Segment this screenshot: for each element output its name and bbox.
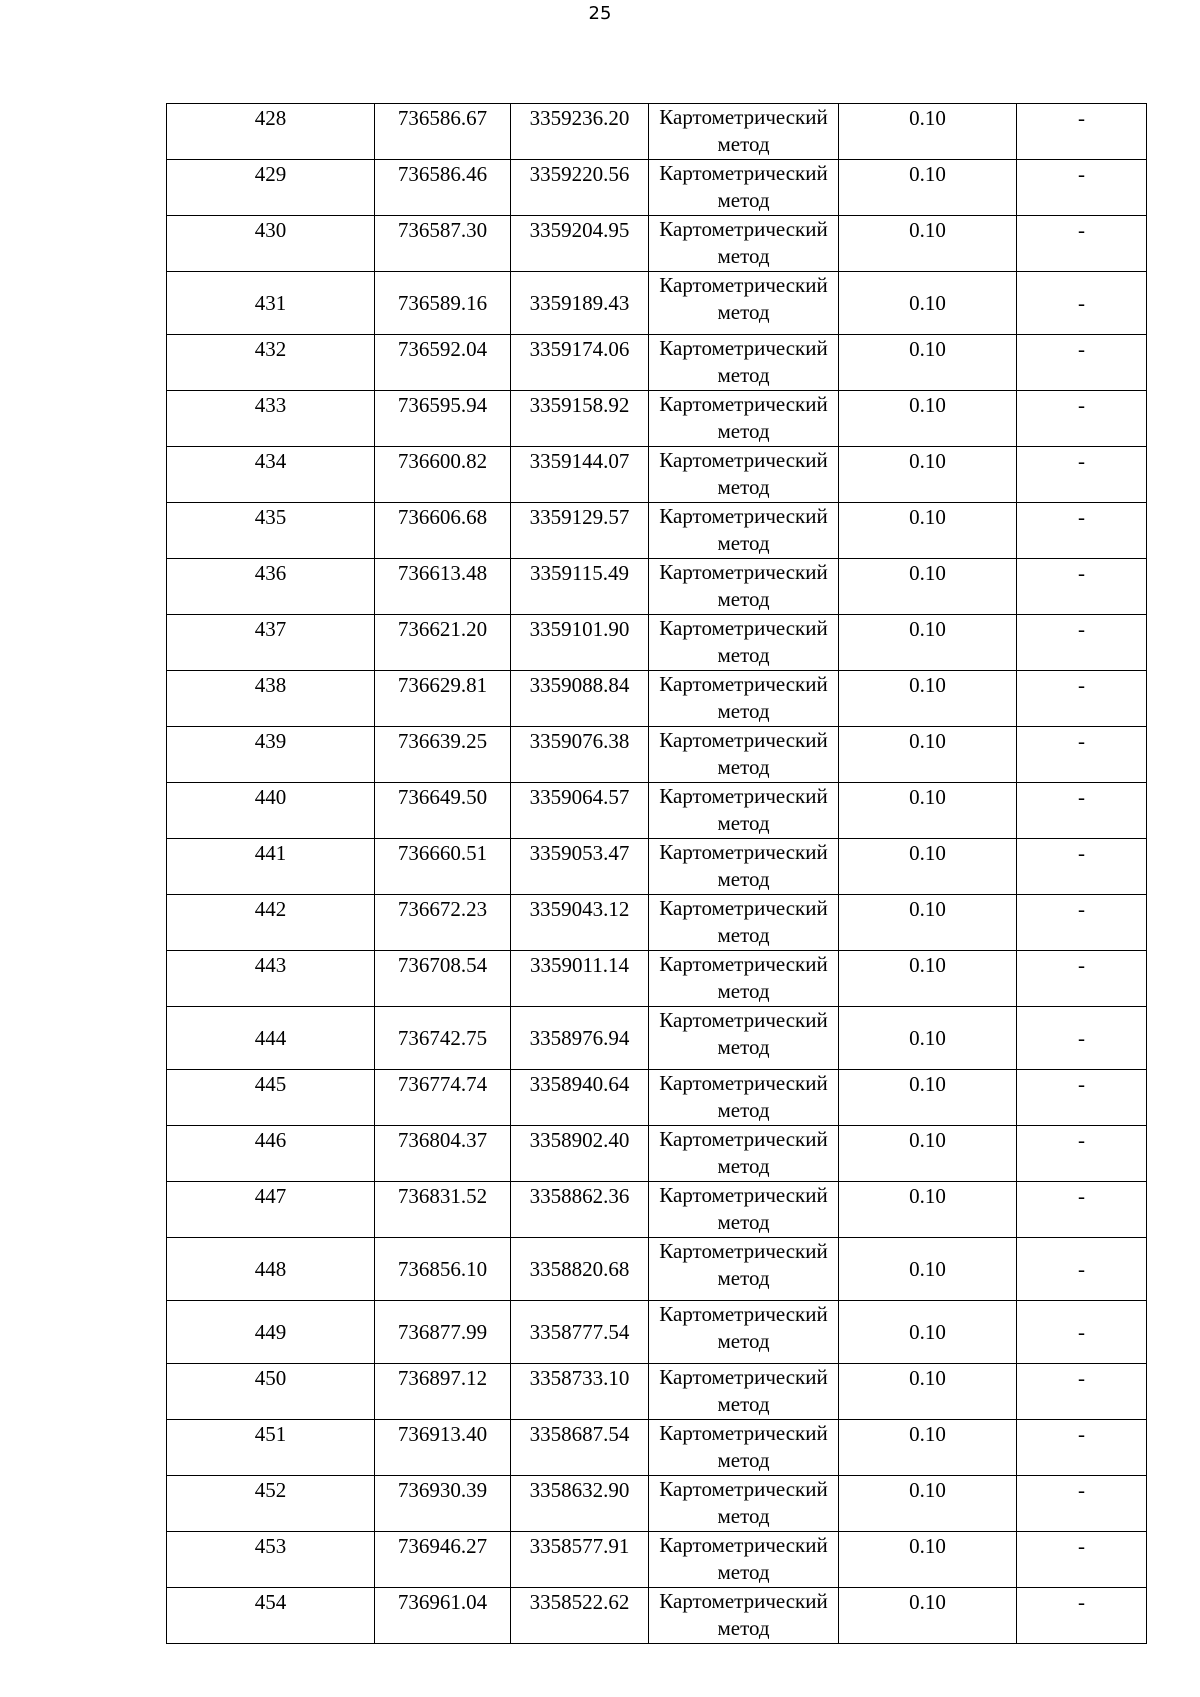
accuracy-cell: 0.10 (839, 391, 1017, 447)
x-coordinate-cell: 736649.50 (375, 783, 511, 839)
method-cell (649, 559, 839, 615)
method-line1: Картометрический (659, 504, 828, 528)
table-row (167, 895, 1147, 951)
x-coordinate-cell: 736877.99 (375, 1301, 511, 1364)
method-line1: Картометрический (659, 1589, 828, 1613)
x-coordinate-cell: 736587.30 (375, 216, 511, 272)
note-cell: - (1017, 1238, 1147, 1301)
y-coordinate-cell: 3358902.40 (511, 1126, 649, 1182)
x-coordinate-cell: 736708.54 (375, 951, 511, 1007)
point-number-cell: 442 (167, 895, 375, 951)
accuracy-cell: 0.10 (839, 1301, 1017, 1364)
accuracy-cell: 0.10 (839, 447, 1017, 503)
method-line2: метод (717, 188, 770, 212)
method-line2: метод (717, 1504, 770, 1528)
point-number-cell: 447 (167, 1182, 375, 1238)
method-line2: метод (717, 363, 770, 387)
point-number-cell: 436 (167, 559, 375, 615)
method-cell (649, 104, 839, 160)
method-line2: метод (717, 244, 770, 268)
y-coordinate-cell: 3359064.57 (511, 783, 649, 839)
method-cell (649, 1007, 839, 1070)
x-coordinate-cell: 736660.51 (375, 839, 511, 895)
y-coordinate-cell: 3358976.94 (511, 1007, 649, 1070)
method-line1: Картометрический (659, 1071, 828, 1095)
y-coordinate-cell: 3358940.64 (511, 1070, 649, 1126)
y-coordinate-cell: 3359088.84 (511, 671, 649, 727)
point-number-cell: 454 (167, 1588, 375, 1644)
accuracy-cell: 0.10 (839, 727, 1017, 783)
accuracy-cell: 0.10 (839, 1588, 1017, 1644)
method-line2: метод (717, 755, 770, 779)
accuracy-cell: 0.10 (839, 1532, 1017, 1588)
point-number-cell: 448 (167, 1238, 375, 1301)
note-cell: - (1017, 559, 1147, 615)
coordinates-table (166, 103, 1147, 1644)
table-row (167, 391, 1147, 447)
accuracy-cell: 0.10 (839, 615, 1017, 671)
y-coordinate-cell: 3358577.91 (511, 1532, 649, 1588)
x-coordinate-cell: 736595.94 (375, 391, 511, 447)
table-row (167, 1588, 1147, 1644)
note-cell: - (1017, 104, 1147, 160)
table-row (167, 447, 1147, 503)
table-row (167, 1238, 1147, 1301)
y-coordinate-cell: 3358733.10 (511, 1364, 649, 1420)
x-coordinate-cell: 736774.74 (375, 1070, 511, 1126)
y-coordinate-cell: 3359158.92 (511, 391, 649, 447)
point-number-cell: 450 (167, 1364, 375, 1420)
x-coordinate-cell: 736804.37 (375, 1126, 511, 1182)
point-number-cell: 433 (167, 391, 375, 447)
note-cell: - (1017, 1126, 1147, 1182)
table-row (167, 727, 1147, 783)
x-coordinate-cell: 736600.82 (375, 447, 511, 503)
point-number-cell: 431 (167, 272, 375, 335)
y-coordinate-cell: 3359115.49 (511, 559, 649, 615)
y-coordinate-cell: 3359220.56 (511, 160, 649, 216)
table-row (167, 1301, 1147, 1364)
table-row (167, 671, 1147, 727)
method-line1: Картометрический (659, 1421, 828, 1445)
y-coordinate-cell: 3358632.90 (511, 1476, 649, 1532)
method-line1: Картометрический (659, 616, 828, 640)
method-line2: метод (717, 132, 770, 156)
method-line1: Картометрический (659, 336, 828, 360)
method-line2: метод (717, 1035, 770, 1059)
table-row (167, 1126, 1147, 1182)
accuracy-cell: 0.10 (839, 216, 1017, 272)
point-number-cell: 438 (167, 671, 375, 727)
method-line2: метод (717, 1329, 770, 1353)
x-coordinate-cell: 736586.46 (375, 160, 511, 216)
y-coordinate-cell: 3359101.90 (511, 615, 649, 671)
point-number-cell: 430 (167, 216, 375, 272)
y-coordinate-cell: 3359189.43 (511, 272, 649, 335)
method-cell (649, 1476, 839, 1532)
table-row (167, 160, 1147, 216)
note-cell: - (1017, 1182, 1147, 1238)
method-cell (649, 1182, 839, 1238)
method-cell (649, 671, 839, 727)
method-line1: Картометрический (659, 1008, 828, 1032)
table-row (167, 503, 1147, 559)
method-line1: Картометрический (659, 217, 828, 241)
point-number-cell: 439 (167, 727, 375, 783)
note-cell: - (1017, 1007, 1147, 1070)
note-cell: - (1017, 335, 1147, 391)
method-line1: Картометрический (659, 1183, 828, 1207)
note-cell: - (1017, 1588, 1147, 1644)
x-coordinate-cell: 736629.81 (375, 671, 511, 727)
method-line2: метод (717, 1616, 770, 1640)
table-row (167, 615, 1147, 671)
accuracy-cell: 0.10 (839, 1126, 1017, 1182)
method-line1: Картометрический (659, 1239, 828, 1263)
method-cell (649, 1364, 839, 1420)
point-number-cell: 444 (167, 1007, 375, 1070)
y-coordinate-cell: 3359076.38 (511, 727, 649, 783)
table-row (167, 1532, 1147, 1588)
note-cell: - (1017, 951, 1147, 1007)
point-number-cell: 446 (167, 1126, 375, 1182)
method-line2: метод (717, 1266, 770, 1290)
note-cell: - (1017, 216, 1147, 272)
method-line1: Картометрический (659, 448, 828, 472)
method-line2: метод (717, 531, 770, 555)
method-cell (649, 160, 839, 216)
method-cell (649, 272, 839, 335)
table-row (167, 559, 1147, 615)
method-cell (649, 335, 839, 391)
method-cell (649, 727, 839, 783)
y-coordinate-cell: 3358687.54 (511, 1420, 649, 1476)
note-cell: - (1017, 391, 1147, 447)
method-line1: Картометрический (659, 1477, 828, 1501)
accuracy-cell: 0.10 (839, 1182, 1017, 1238)
y-coordinate-cell: 3358522.62 (511, 1588, 649, 1644)
method-line2: метод (717, 1392, 770, 1416)
method-line1: Картометрический (659, 1533, 828, 1557)
table-row (167, 839, 1147, 895)
note-cell: - (1017, 727, 1147, 783)
x-coordinate-cell: 736586.67 (375, 104, 511, 160)
method-line2: метод (717, 475, 770, 499)
accuracy-cell: 0.10 (839, 1007, 1017, 1070)
y-coordinate-cell: 3359174.06 (511, 335, 649, 391)
accuracy-cell: 0.10 (839, 160, 1017, 216)
method-line2: метод (717, 300, 770, 324)
point-number-cell: 452 (167, 1476, 375, 1532)
x-coordinate-cell: 736589.16 (375, 272, 511, 335)
method-cell (649, 503, 839, 559)
point-number-cell: 453 (167, 1532, 375, 1588)
method-line2: метод (717, 587, 770, 611)
method-line1: Картометрический (659, 392, 828, 416)
page-number: 25 (588, 3, 612, 24)
accuracy-cell: 0.10 (839, 1364, 1017, 1420)
method-line1: Картометрический (659, 105, 828, 129)
x-coordinate-cell: 736592.04 (375, 335, 511, 391)
table-row (167, 272, 1147, 335)
method-line2: метод (717, 1154, 770, 1178)
accuracy-cell: 0.10 (839, 1070, 1017, 1126)
method-line1: Картометрический (659, 1302, 828, 1326)
method-line2: метод (717, 1448, 770, 1472)
note-cell: - (1017, 447, 1147, 503)
method-line1: Картометрический (659, 896, 828, 920)
point-number-cell: 449 (167, 1301, 375, 1364)
note-cell: - (1017, 1476, 1147, 1532)
table-row (167, 783, 1147, 839)
accuracy-cell: 0.10 (839, 272, 1017, 335)
x-coordinate-cell: 736613.48 (375, 559, 511, 615)
method-cell (649, 615, 839, 671)
method-line2: метод (717, 643, 770, 667)
point-number-cell: 451 (167, 1420, 375, 1476)
point-number-cell: 437 (167, 615, 375, 671)
method-cell (649, 1070, 839, 1126)
note-cell: - (1017, 671, 1147, 727)
table-row (167, 1182, 1147, 1238)
note-cell: - (1017, 160, 1147, 216)
accuracy-cell: 0.10 (839, 895, 1017, 951)
method-cell (649, 1532, 839, 1588)
note-cell: - (1017, 783, 1147, 839)
method-line1: Картометрический (659, 1127, 828, 1151)
table-row (167, 1420, 1147, 1476)
note-cell: - (1017, 615, 1147, 671)
y-coordinate-cell: 3358820.68 (511, 1238, 649, 1301)
accuracy-cell: 0.10 (839, 335, 1017, 391)
point-number-cell: 432 (167, 335, 375, 391)
accuracy-cell: 0.10 (839, 671, 1017, 727)
method-cell (649, 1420, 839, 1476)
method-line1: Картометрический (659, 560, 828, 584)
point-number-cell: 429 (167, 160, 375, 216)
accuracy-cell: 0.10 (839, 783, 1017, 839)
method-line1: Картометрический (659, 273, 828, 297)
note-cell: - (1017, 839, 1147, 895)
method-cell (649, 839, 839, 895)
x-coordinate-cell: 736913.40 (375, 1420, 511, 1476)
point-number-cell: 435 (167, 503, 375, 559)
method-line2: метод (717, 979, 770, 1003)
method-line2: метод (717, 811, 770, 835)
method-line2: метод (717, 1560, 770, 1584)
point-number-cell: 443 (167, 951, 375, 1007)
point-number-cell: 440 (167, 783, 375, 839)
accuracy-cell: 0.10 (839, 559, 1017, 615)
note-cell: - (1017, 272, 1147, 335)
table-row (167, 1476, 1147, 1532)
method-line1: Картометрический (659, 728, 828, 752)
table-row (167, 216, 1147, 272)
method-cell (649, 783, 839, 839)
y-coordinate-cell: 3358862.36 (511, 1182, 649, 1238)
note-cell: - (1017, 1420, 1147, 1476)
method-line2: метод (717, 923, 770, 947)
method-line1: Картометрический (659, 161, 828, 185)
y-coordinate-cell: 3359144.07 (511, 447, 649, 503)
x-coordinate-cell: 736639.25 (375, 727, 511, 783)
table-row (167, 104, 1147, 160)
y-coordinate-cell: 3359204.95 (511, 216, 649, 272)
method-cell (649, 1126, 839, 1182)
accuracy-cell: 0.10 (839, 104, 1017, 160)
method-line1: Картометрический (659, 784, 828, 808)
y-coordinate-cell: 3359043.12 (511, 895, 649, 951)
x-coordinate-cell: 736742.75 (375, 1007, 511, 1070)
y-coordinate-cell: 3359129.57 (511, 503, 649, 559)
method-cell (649, 391, 839, 447)
table-row (167, 1070, 1147, 1126)
point-number-cell: 441 (167, 839, 375, 895)
table-row (167, 951, 1147, 1007)
method-line2: метод (717, 419, 770, 443)
accuracy-cell: 0.10 (839, 1476, 1017, 1532)
point-number-cell: 445 (167, 1070, 375, 1126)
x-coordinate-cell: 736930.39 (375, 1476, 511, 1532)
x-coordinate-cell: 736831.52 (375, 1182, 511, 1238)
point-number-cell: 428 (167, 104, 375, 160)
table-row (167, 335, 1147, 391)
y-coordinate-cell: 3359053.47 (511, 839, 649, 895)
method-line2: метод (717, 1210, 770, 1234)
method-line2: метод (717, 699, 770, 723)
note-cell: - (1017, 503, 1147, 559)
x-coordinate-cell: 736856.10 (375, 1238, 511, 1301)
y-coordinate-cell: 3359236.20 (511, 104, 649, 160)
method-cell (649, 895, 839, 951)
x-coordinate-cell: 736897.12 (375, 1364, 511, 1420)
method-line2: метод (717, 1098, 770, 1122)
x-coordinate-cell: 736961.04 (375, 1588, 511, 1644)
method-line2: метод (717, 867, 770, 891)
method-cell (649, 1301, 839, 1364)
point-number-cell: 434 (167, 447, 375, 503)
method-cell (649, 1588, 839, 1644)
accuracy-cell: 0.10 (839, 1238, 1017, 1301)
accuracy-cell: 0.10 (839, 1420, 1017, 1476)
accuracy-cell: 0.10 (839, 503, 1017, 559)
accuracy-cell: 0.10 (839, 951, 1017, 1007)
y-coordinate-cell: 3358777.54 (511, 1301, 649, 1364)
method-line1: Картометрический (659, 1365, 828, 1389)
note-cell: - (1017, 895, 1147, 951)
method-cell (649, 447, 839, 503)
table-row (167, 1007, 1147, 1070)
method-cell (649, 951, 839, 1007)
coordinates-table-body (167, 104, 1147, 1644)
x-coordinate-cell: 736946.27 (375, 1532, 511, 1588)
note-cell: - (1017, 1364, 1147, 1420)
method-cell (649, 216, 839, 272)
accuracy-cell: 0.10 (839, 839, 1017, 895)
note-cell: - (1017, 1532, 1147, 1588)
method-line1: Картометрический (659, 672, 828, 696)
method-cell (649, 1238, 839, 1301)
y-coordinate-cell: 3359011.14 (511, 951, 649, 1007)
note-cell: - (1017, 1301, 1147, 1364)
note-cell: - (1017, 1070, 1147, 1126)
x-coordinate-cell: 736606.68 (375, 503, 511, 559)
x-coordinate-cell: 736672.23 (375, 895, 511, 951)
method-line1: Картометрический (659, 952, 828, 976)
x-coordinate-cell: 736621.20 (375, 615, 511, 671)
method-line1: Картометрический (659, 840, 828, 864)
table-row (167, 1364, 1147, 1420)
